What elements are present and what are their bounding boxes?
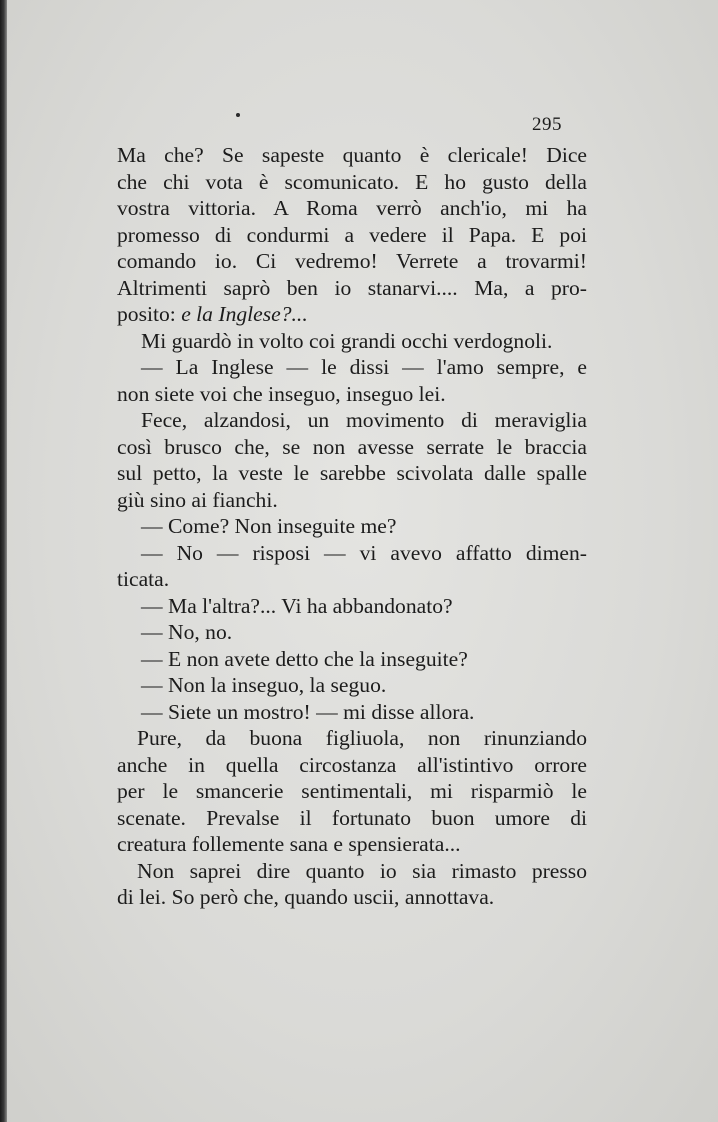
text-line: scenate. Prevalse il fortunato buon umore di	[117, 805, 587, 830]
text-line: vostra vittoria. A Roma verrò anch'io, mi ha	[117, 196, 587, 220]
text-line: di lei. So però che, quando uscii, annottava.	[117, 885, 495, 909]
text-line: — No — risposi — vi avevo affatto dimen-	[141, 540, 587, 565]
text-line: Non saprei dire quanto io sia rimasto presso	[137, 858, 587, 883]
text-line: per le smancerie sentimentali, mi risparmiò le	[117, 779, 587, 803]
text-line: — Siete un mostro! — mi disse allora.	[141, 699, 475, 724]
text-line: Mi guardò in volto coi grandi occhi verdognoli.	[141, 328, 553, 353]
text-line: non siete voi che inseguo, inseguo lei.	[117, 381, 446, 406]
body-text	[117, 142, 587, 911]
text-fragment: posito:	[117, 302, 182, 326]
text-line: — Come? Non inseguite me?	[141, 514, 397, 538]
binding-edge	[0, 0, 7, 1122]
text-line: anche in quella circostanza all'istintivo orrore	[117, 752, 587, 777]
text-line: promesso di condurmi a vedere il Papa. E poi	[117, 222, 587, 247]
text-line: — La Inglese — le dissi — l'amo sempre, e	[141, 355, 587, 379]
text-line: ticata.	[117, 567, 170, 591]
text-line: — E non avete detto che la inseguite?	[141, 646, 468, 671]
text-line: comando io. Ci vedremo! Verrete a trovarmi!	[117, 249, 587, 273]
text-line: Fece, alzandosi, un movimento di meraviglia	[141, 408, 587, 432]
text-line: Altrimenti saprò ben io stanarvi.... Ma, a pro-	[117, 275, 587, 300]
text-line: così brusco che, se non avesse serrate le braccia	[117, 434, 587, 459]
text-line	[117, 301, 587, 328]
text-line: giù sino ai fianchi.	[117, 487, 278, 512]
text-line: — Non la inseguo, la seguo.	[141, 673, 387, 697]
text-line: sul petto, la veste le sarebbe scivolata dalle spalle	[117, 461, 587, 485]
text-line: — Ma l'altra?... Vi ha abbandonato?	[141, 593, 453, 618]
text-line: — No, no.	[141, 620, 233, 644]
text-line: Ma che? Se sapeste quanto è clericale! Dice	[117, 143, 587, 167]
ink-dot	[236, 113, 240, 117]
text-line: creatura follemente sana e spensierata...	[117, 832, 461, 856]
text-line: che chi vota è scomunicato. E ho gusto della	[117, 169, 587, 194]
page-number: 295	[532, 114, 562, 135]
text-line: Pure, da buona figliuola, non rinunziando	[137, 726, 587, 750]
italic-phrase: e la Inglese?...	[181, 302, 308, 326]
